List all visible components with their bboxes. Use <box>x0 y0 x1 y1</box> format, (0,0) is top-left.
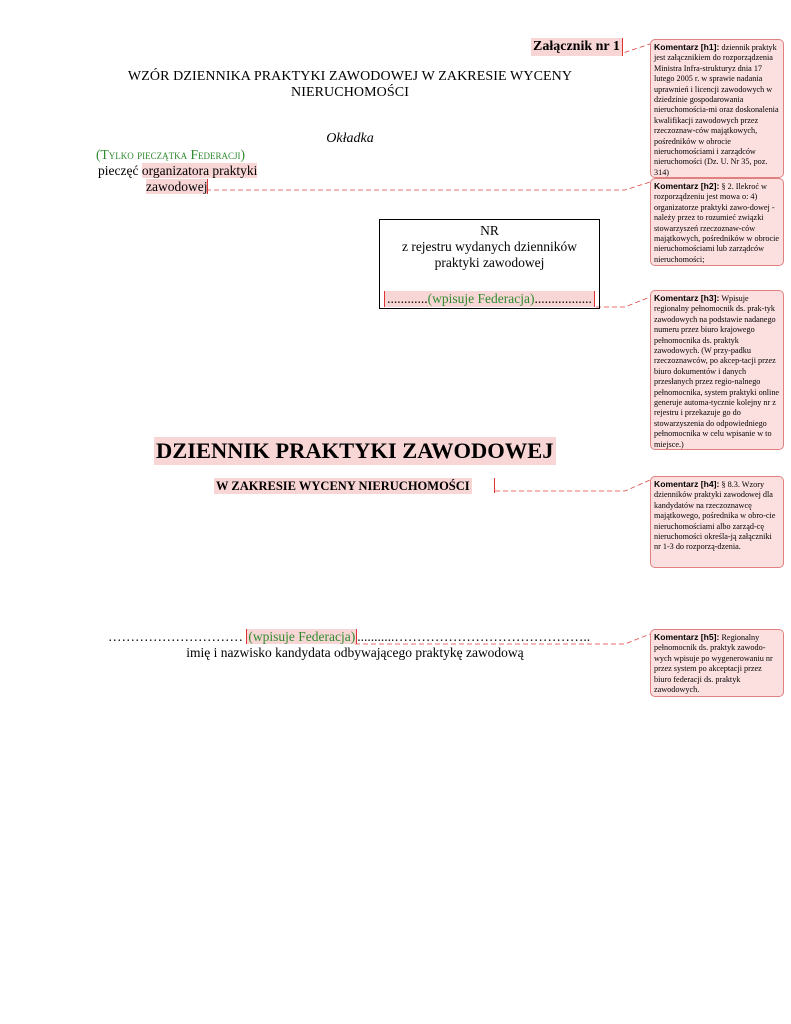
stamp-professional: zawodowej <box>146 179 208 194</box>
comment-text: § 2. Ilekroć w rozporządzeniu jest mowa o: 4) organizatorze praktyki zawo-dowej - należy przez to rozumieć związki stowarzyszeń rzeczoznaw-ców majątkowych, pośredników w obrocie nieruchomościami lub zarządców nieruchomości; <box>654 182 780 264</box>
register-line-1: z rejestru wydanych dzienników <box>401 239 578 254</box>
comment-text: dziennik praktyk jest załącznikiem do rozporządzenia Ministra Infra-strukturyz dnia 17 lutego 2005 r. w sprawie nadania uprawnień i licencji zawodowych w dziedzinie gospodarowania nieruchomościa-mi oraz doskonalenia kwalifikacji zawodowych przez rzeczoznaw-ców majątkowych, pośredników w obrocie nieruchomościami i zarządców nieruchomości (Dz. U. Nr 35, poz. 314) <box>654 43 779 177</box>
stamp-prefix: pieczęć <box>98 163 142 178</box>
comment-label: Komentarz [h3]: <box>654 293 720 303</box>
title-line-2: NIERUCHOMOŚCI <box>291 85 409 100</box>
comment-h4[interactable] <box>650 476 784 568</box>
connector-h2 <box>206 182 650 190</box>
connector-h4 <box>495 480 650 491</box>
comment-label: Komentarz [h5]: <box>654 632 720 642</box>
connector-h3 <box>596 297 650 307</box>
page-title <box>100 69 600 101</box>
comment-label: Komentarz [h2]: <box>654 181 720 191</box>
register-federation-field[interactable] <box>384 291 595 307</box>
candidate-federation-text: (wpisuje Federacja) <box>248 629 356 644</box>
register-dots-right: ................. <box>534 291 592 306</box>
title-line-1: WZÓR DZIENNIKA PRAKTYKI ZAWODOWEJ W ZAKRESIE WYCENY <box>127 69 573 84</box>
comment-h1[interactable] <box>650 39 784 178</box>
comment-label: Komentarz [h4]: <box>654 479 720 489</box>
comment-label: Komentarz [h1]: <box>654 42 720 52</box>
journal-title: DZIENNIK PRAKTYKI ZAWODOWEJ <box>156 438 554 463</box>
comment-text: § 8.3. Wzory dzienników praktyki zawodowej dla kandydatów na rzeczoznawcę majątkowego, pośrednika w obro-cie nieruchomościami albo zarząd-cę nieruchomości określa-ją załączniki nr 1-3 do rozporzą-dzenia. <box>654 480 776 552</box>
comment-anchor-h4 <box>494 478 495 493</box>
stamp-block <box>96 147 257 195</box>
candidate-caption: imię i nazwisko kandydata odbywającego praktykę zawodową <box>186 645 524 660</box>
candidate-name-field[interactable] <box>108 629 590 645</box>
comment-h3[interactable] <box>650 290 784 450</box>
stamp-organizer: organizatora praktyki <box>141 163 258 178</box>
register-federation-text: (wpisuje Federacja) <box>427 291 535 306</box>
candidate-dots-left: ………………………… <box>108 629 243 644</box>
stamp-line-2 <box>96 179 257 195</box>
register-dots-left: ............ <box>387 291 428 306</box>
register-number-box <box>379 219 600 309</box>
register-line-2: praktyki zawodowej <box>434 255 545 270</box>
annex-label: Załącznik nr 1 <box>531 38 623 56</box>
cover-label: Okładka <box>326 131 374 146</box>
comment-text: Wpisuje regionalny pełnomocnik ds. prak-tyk zawodowych na podstawie nadanego numeru przez biuro krajowego pełnomocnika ds. praktyk zawodowych. (W przy-padku rzeczoznawców, po akcep-tacji przez biuro dokumentów i danych przesłanych przez regio-nalnego pełnomocnika, system praktyki online generuje automa-tycznie kolejny nr z rejestru i przekazuje go do stowarzyszenia do odpowiedniego pełnomocnika w celu wpisanie w to miejsce.) <box>654 294 780 449</box>
stamp-line-1 <box>96 163 257 179</box>
journal-subtitle: W ZAKRESIE WYCENY NIERUCHOMOŚCI <box>216 479 470 493</box>
comment-h2[interactable] <box>650 178 784 266</box>
comment-h5[interactable] <box>650 629 784 697</box>
comment-text: Regionalny pełnomocnik ds. praktyk zawodo-wych wpisuje po wygenerowaniu nr przez system po akceptacji przez biuro federacji ds. praktyk zawodowych. <box>654 633 773 695</box>
stamp-note: (Tylko pieczątka Federacji) <box>96 147 245 162</box>
register-nr: NR <box>480 223 499 238</box>
candidate-dots-right: ...........…………………………………….. <box>357 629 591 644</box>
